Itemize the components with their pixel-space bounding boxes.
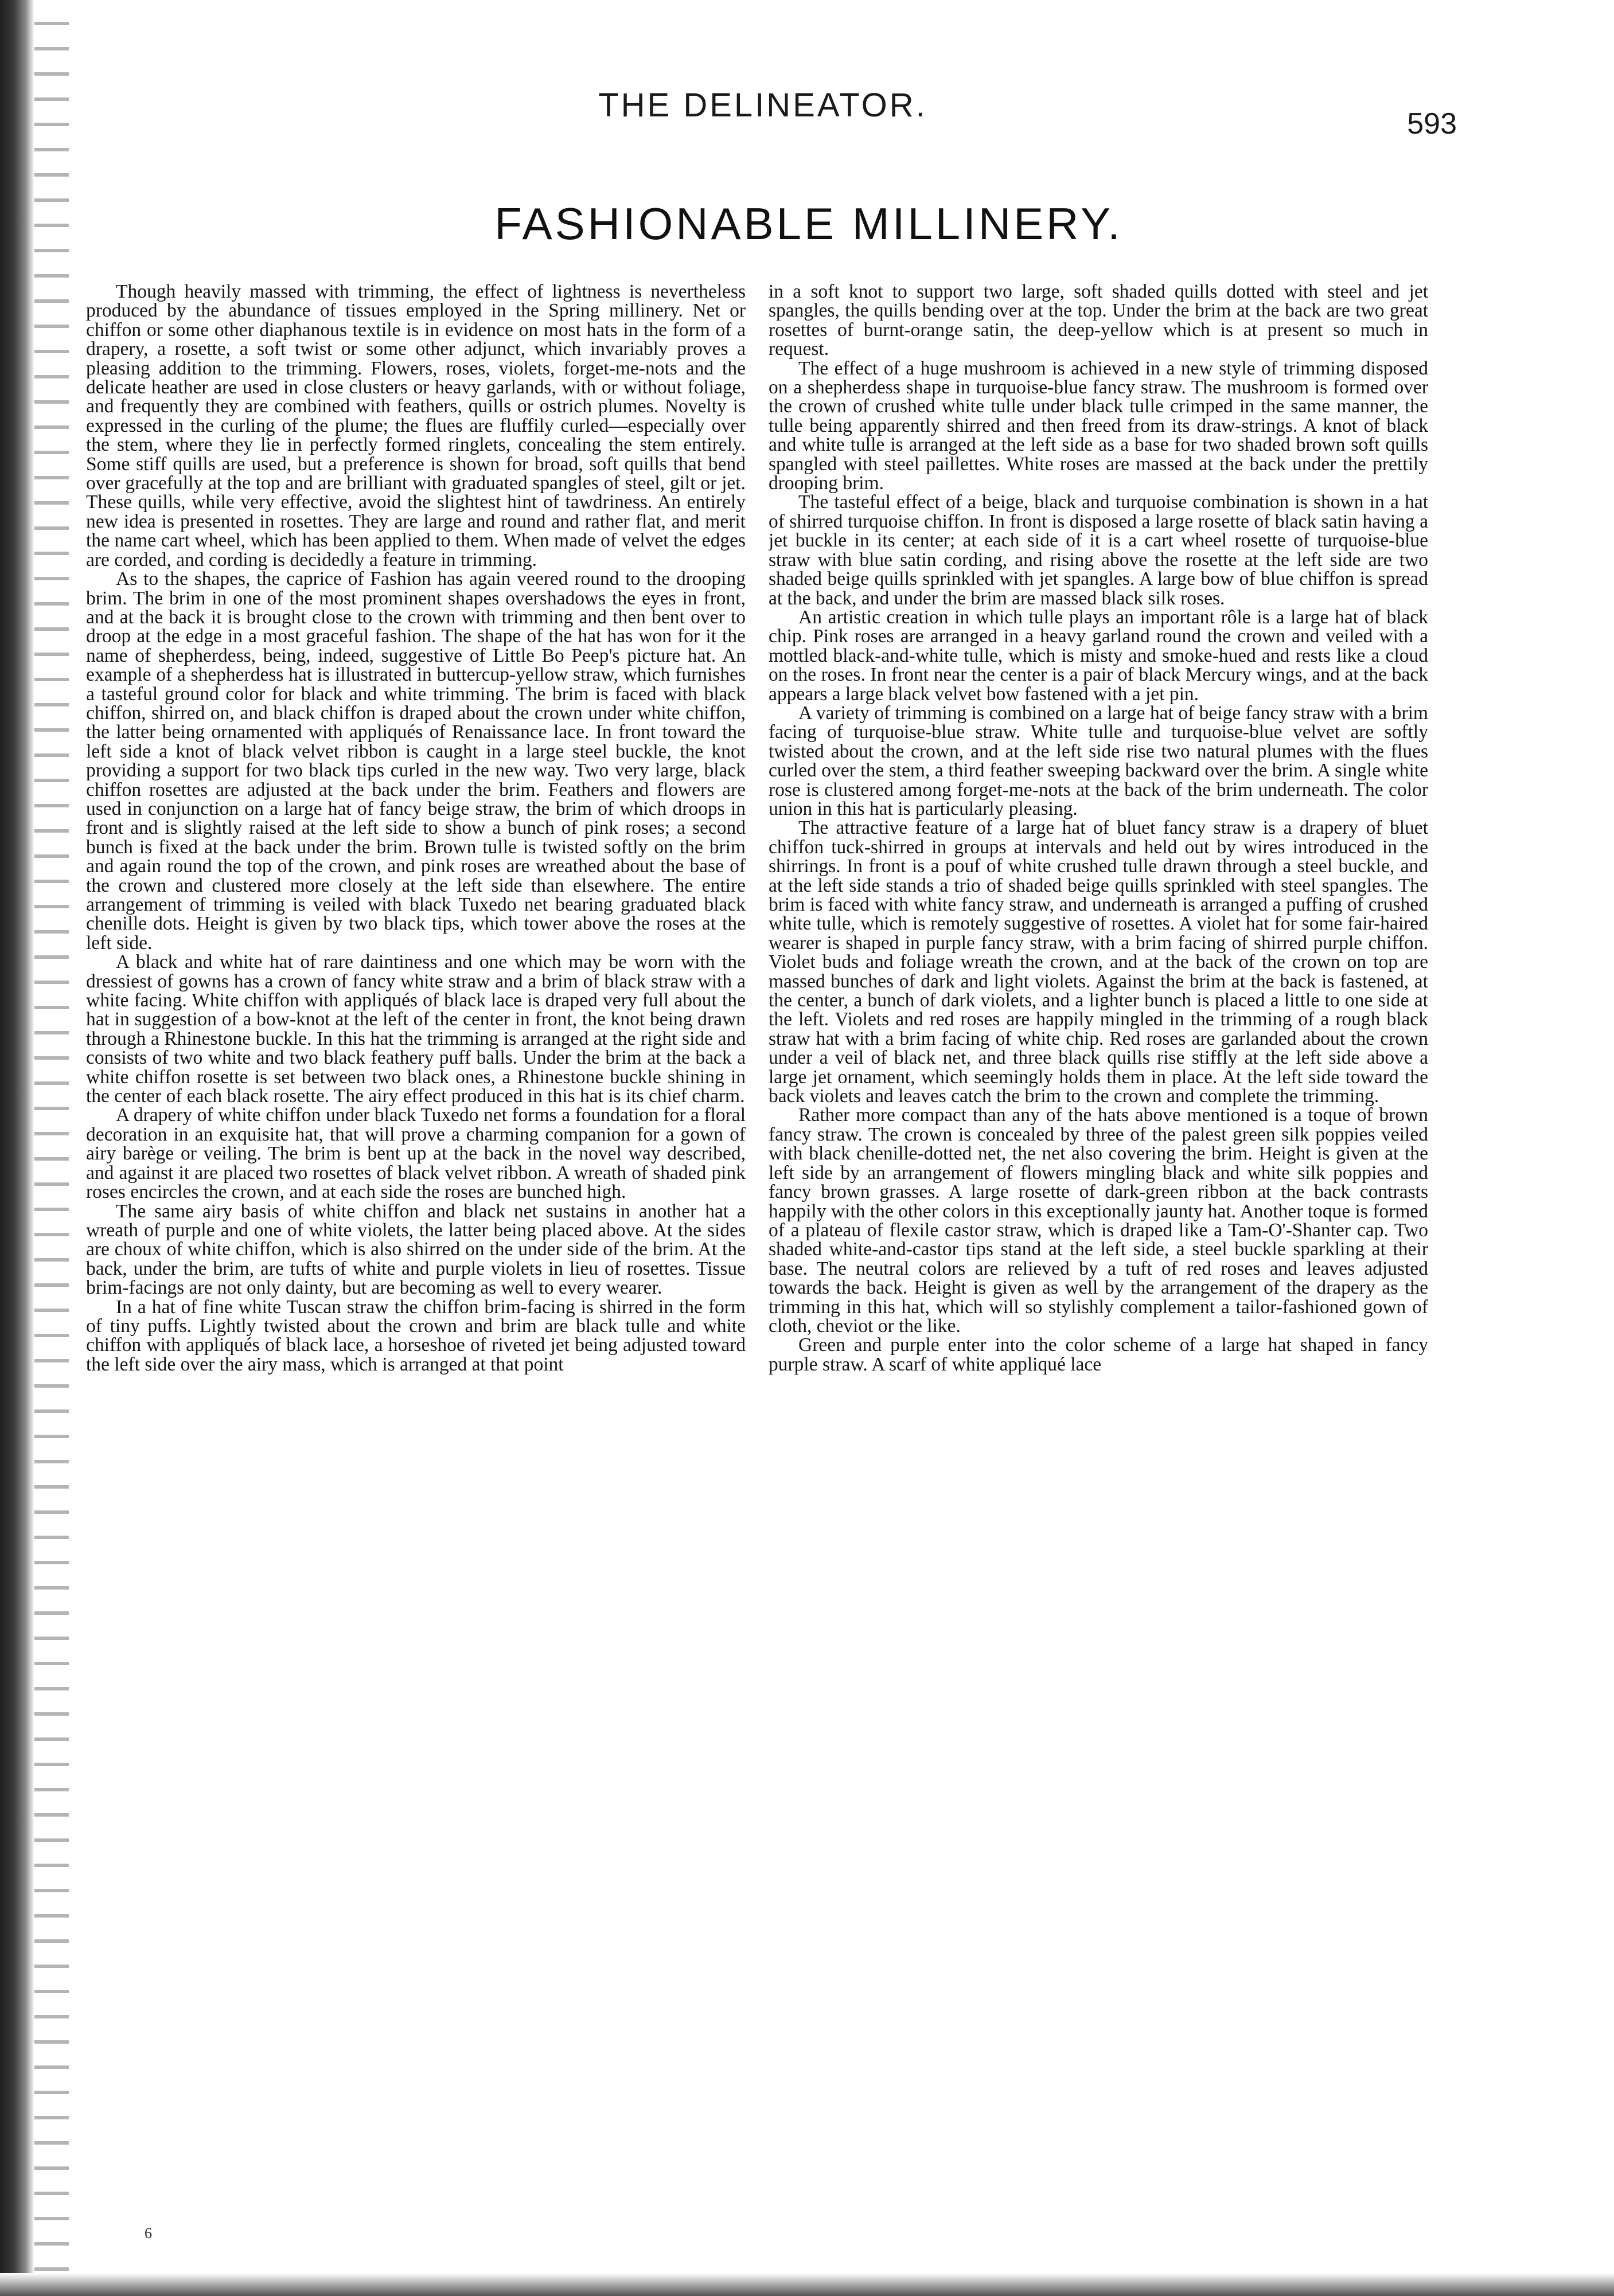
signature-mark: 6 (145, 2225, 152, 2242)
paragraph: The tasteful effect of a beige, black and turquoise combination is shown in a hat of shirred turquoise chiffon. In front is disposed a large rosette of black satin having a jet buckle in its center; at each side of it is a cart wheel rosette of turquoise-blue straw with blue satin cording, and rising above the rosette at the left side are two shaded beige quills sprinkled with jet spangles. A large bow of blue chiffon is spread at the back, and under the brim are massed black silk roses. (769, 491, 1428, 609)
paragraph: Green and purple enter into the color scheme of a large hat shaped in fancy purple straw. A scarf of white appliqué lace (769, 1334, 1428, 1375)
page-edge-shadow (0, 0, 34, 2296)
right-text-column (769, 282, 1428, 2255)
paragraph: A variety of trimming is combined on a large hat of beige fancy straw with a brim facing of turquoise-blue straw. White tulle and turquoise-blue velvet are softly twisted about the crown, and at the left side rise two natural plumes with the flues curled over the stem, a third feather sweeping backward over the brim. A single white rose is clustered among forget-me-nots at the back of the brim underneath. The color union in this hat is particularly pleasing. (769, 702, 1428, 819)
left-text-column (86, 282, 746, 2255)
paragraph: An artistic creation in which tulle plays an important rôle is a large hat of black chip. Pink roses are arranged in a heavy garland round the crown and veiled with a mottled black-and-white tulle, which is misty and smoke-hued and rests like a cloud on the roses. In front near the center is a pair of black Mercury wings, and at the back appears a large black velvet bow fastened with a jet pin. (769, 606, 1428, 705)
paragraph: Though heavily massed with trimming, the effect of lightness is nevertheless produced by the abundance of tissues employed in the Spring millinery. Net or chiffon or some other diaphanous textile is in evidence on most hats in the form of a drapery, a rosette, a soft twist or some other adjunct, which invariably proves a pleasing addition to the trimming. Flowers, roses, violets, forget-me-nots and the delicate heather are used in close clusters or heavy garlands, with or without foliage, and frequently they are combined with feathers, quills or ostrich plumes. Novelty is expressed in the curling of the plume; the flues are fluffily curled—especially over the stem, where they lie in perfectly formed ringlets, concealing the stem entirely. Some stiff quills are used, but a preference is shown for broad, soft quills that bend over gracefully at the top and are brilliant with graduated spangles of steel, gilt or jet. These quills, while very effective, avoid the slightest hint of tawdriness. An entirely new idea is presented in rosettes. They are large and round and rather flat, and merit the name cart wheel, which has been applied to them. When made of velvet the edges are corded, and cording is decidedly a feature in trimming. (86, 282, 746, 571)
running-head-title: THE DELINEATOR. (598, 87, 927, 124)
article-title: FASHIONABLE MILLINERY. (494, 198, 1123, 249)
paragraph: in a soft knot to support two large, soft shaded quills dotted with steel and jet spangles, the quills bending over at the top. Under the brim at the back are two great rosettes of burnt-orange satin, the deep-yellow which is at present so much in request. (769, 282, 1428, 360)
paragraph: The effect of a huge mushroom is achieved in a new style of trimming disposed on a shepherdess shape in turquoise-blue fancy straw. The mushroom is formed over the crown of crushed white tulle under black tulle crimped in the same manner, the tulle being apparently shirred and then freed from its draw-strings. A knot of black and white tulle is arranged at the left side as a base for two shaded brown soft quills spangled with steel paillettes. White roses are massed at the back under the prettily drooping brim. (769, 357, 1428, 494)
paragraph: A drapery of white chiffon under black Tuxedo net forms a foundation for a floral decoration in an exquisite hat, that will prove a charming companion for a gown of airy barège or veiling. The brim is bent up at the back in the novel way described, and against it are placed two rosettes of black velvet ribbon. A wreath of shaded pink roses encircles the crown, and at each side the roses are bunched high. (86, 1104, 746, 1203)
page-number: 593 (1407, 107, 1457, 140)
paragraph: The same airy basis of white chiffon and black net sustains in another hat a wreath of purple and one of white violets, the latter being placed above. At the sides are choux of white chiffon, which is also shirred on the under side of the brim. At the back, under the brim, are tufts of white and purple violets in lieu of rosettes. Tissue brim-facings are not only dainty, but are becoming as well to every wearer. (86, 1200, 746, 1299)
paragraph: A black and white hat of rare daintiness and one which may be worn with the dressiest of gowns has a crown of fancy white straw and a brim of black straw with a white facing. White chiffon with appliqués of black lace is draped very full about the hat in suggestion of a bow-knot at the left of the center in front, the knot being drawn through a Rhinestone buckle. In this hat the trimming is arranged at the right side and consists of two white and two black feathery puff balls. Under the brim at the back a white chiffon rosette is set between two black ones, a Rhinestone buckle shining in the center of each black rosette. The airy effect produced in this hat is its chief charm. (86, 951, 746, 1107)
binding-marks (34, 0, 69, 2296)
paragraph: As to the shapes, the caprice of Fashion has again veered round to the drooping brim. The brim in one of the most prominent shapes overshadows the eyes in front, and at the back it is brought close to the crown with trimming and then bent over to droop at the edge in a most graceful fashion. The shape of the hat has won for it the name of shepherdess, being, indeed, suggestive of Little Bo Peep's picture hat. An example of a shepherdess hat is illustrated in buttercup-yellow straw, which furnishes a tasteful ground color for black and white trimming. The brim is faced with black chiffon, shirred on, and black chiffon is draped about the crown under white chiffon, the latter being ornamented with appliqués of Renaissance lace. In front toward the left side a knot of black velvet ribbon is caught in a large steel buckle, the knot providing a support for two black tips curled in the new way. Two very large, black chiffon rosettes are adjusted at the back under the brim. Feathers and flowers are used in conjunction on a large hat of fancy beige straw, the brim of which droops in front and is slightly raised at the left side to show a bunch of pink roses; a second bunch is fixed at the back under the brim. Brown tulle is twisted softly on the brim and again round the top of the crown, and pink roses are wreathed about the base of the crown and clustered more closely at the left side than elsewhere. The entire arrangement of trimming is veiled with black Tuxedo net bearing graduated black chenille dots. Height is given by two black tips, which tower above the roses at the left side. (86, 568, 746, 954)
page-bottom-edge (0, 2273, 1614, 2296)
paragraph: The attractive feature of a large hat of bluet fancy straw is a drapery of bluet chiffon tuck-shirred in groups at intervals and held out by wires introduced in the shirrings. In front is a pouf of white crushed tulle drawn through a steel buckle, and at the left side stands a trio of shaded beige quills sprinkled with steel spangles. The brim is faced with white fancy straw, and underneath is arranged a puffing of crushed white tulle, which is remotely suggestive of rosettes. A violet hat for some fair-haired wearer is shaped in purple fancy straw, with a brim facing of shirred purple chiffon. Violet buds and foliage wreath the crown, and at the back of the crown on top are massed bunches of dark and light violets. Against the brim at the back is fastened, at the center, a bunch of dark violets, and a lighter bunch is placed a little to one side at the left. Violets and red roses are happily mingled in the trimming of a rough black straw hat with a brim facing of white chip. Red roses are garlanded about the crown under a veil of black net, and three black quills rise stiffly at the left side above a large jet ornament, which seemingly holds them in place. At the left side toward the back violets and leaves catch the brim to the crown and complete the trimming. (769, 817, 1428, 1107)
paragraph: Rather more compact than any of the hats above mentioned is a toque of brown fancy straw. The crown is concealed by three of the palest green silk poppies veiled with black chenille-dotted net, the net also covering the brim. Height is given at the left side by an arrangement of flowers mingling black and white silk poppies and fancy brown grasses. A large rosette of dark-green ribbon at the back contrasts happily with the other colors in this exceptionally jaunty hat. Another toque is formed of a plateau of flexile castor straw, which is draped like a Tam-O'-Shanter cap. Two shaded white-and-castor tips stand at the left side, a steel buckle sparkling at their base. The neutral colors are relieved by a tuft of red roses and leaves adjusted towards the back. Height is given as well by the arrangement of the drapery as the trimming in this hat, which will so stylishly complement a tailor-fashioned gown of cloth, cheviot or the like. (769, 1104, 1428, 1337)
paragraph: In a hat of fine white Tuscan straw the chiffon brim-facing is shirred in the form of tiny puffs. Lightly twisted about the crown and brim are black tulle and white chiffon with appliqués of black lace, a horseshoe of riveted jet being adjusted toward the left side over the airy mass, which is arranged at that point (86, 1296, 746, 1375)
